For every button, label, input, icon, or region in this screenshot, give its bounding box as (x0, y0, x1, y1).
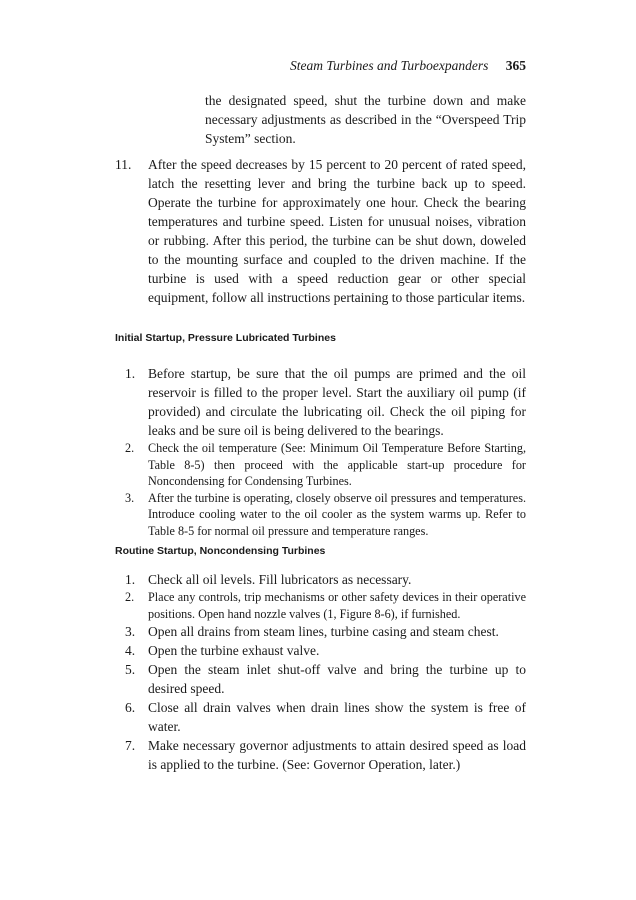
running-head-title: Steam Turbines and Turboexpanders (289, 58, 489, 73)
step-text: Close all drain valves when drain lines show the system is free of water. (148, 700, 526, 734)
step-number: 1. (125, 572, 136, 587)
list-item (115, 570, 526, 589)
section-heading-routine-startup: Routine Startup, Noncondensing Turbines (115, 545, 326, 557)
step-text: Make necessary governor adjustments to attain desired speed as load is applied to the turbine. (See: Governor Operation, later.) (148, 738, 526, 772)
step-number: 5. (125, 662, 136, 677)
step-text: Check all oil levels. Fill lubricators as necessary. (148, 572, 412, 587)
list-item (115, 698, 526, 736)
step-number: 3. (125, 624, 136, 639)
step-text: Before startup, be sure that the oil pumps are primed and the oil reservoir is filled to the proper level. Start the auxiliary oil pump (if provided) and circulate the lubricating oil. Check the oil piping for leaks and be sure oil is being delivered to the bearings. (148, 366, 526, 438)
running-head (0, 58, 526, 74)
section-heading-initial-startup: Initial Startup, Pressure Lubricated Turbines (115, 332, 336, 344)
list-item (115, 736, 526, 774)
step-text: Open the steam inlet shut-off valve and bring the turbine up to desired speed. (148, 662, 526, 696)
continuation-paragraph: the designated speed, shut the turbine down and make necessary adjustments as described in the “Overspeed Trip System” section. (205, 93, 526, 146)
list-item (115, 440, 526, 490)
step-text: Open the turbine exhaust valve. (148, 643, 320, 658)
step-number: 1. (125, 366, 136, 381)
step-number: 4. (125, 643, 136, 658)
list-item (115, 490, 526, 540)
step-text: After the speed decreases by 15 percent to 20 percent of rated speed, latch the resetting lever and bring the turbine back up to speed. Operate the turbine for approximately one hour. Check the bearing temperatures and turbine speed. Listen for unusual noises, vibration or rubbing. After this period, the turbine can be shut down, doweled to the mounting surface and coupled to the driven machine. If the turbine is used with a speed reduction gear or other special equipment, follow all instructions pertaining to those particular items. (148, 157, 526, 305)
step-text: Check the oil temperature (See: Minimum Oil Temperature Before Starting, Table 8-5) then proceed with the applicable start-up procedure for Noncondensing for Condensing Turbines. (148, 441, 526, 488)
routine-startup-steps (115, 570, 526, 774)
list-item (115, 622, 526, 641)
step-text: Place any controls, trip mechanisms or other safety devices in their operative positions. Open hand nozzle valves (1, Figure 8-6), if furnished. (148, 590, 526, 621)
step-number: 2. (125, 441, 135, 455)
step-number: 6. (125, 700, 136, 715)
list-item (115, 364, 526, 440)
step-number: 7. (125, 738, 136, 753)
step-text: After the turbine is operating, closely observe oil pressures and temperatures. Introduce cooling water to the oil cooler as the system warms up. Refer to Table 8-5 for normal oil pressure and temperature ranges. (148, 490, 526, 538)
initial-startup-steps (115, 364, 526, 539)
list-item (115, 641, 526, 660)
step-text: Open all drains from steam lines, turbine casing and steam chest. (148, 624, 499, 639)
step-number: 2. (125, 590, 135, 604)
step-number: 11. (115, 157, 132, 172)
list-item (115, 589, 526, 622)
step-number: 3. (125, 490, 135, 505)
page-number: 365 (505, 58, 526, 73)
list-item (115, 660, 526, 698)
